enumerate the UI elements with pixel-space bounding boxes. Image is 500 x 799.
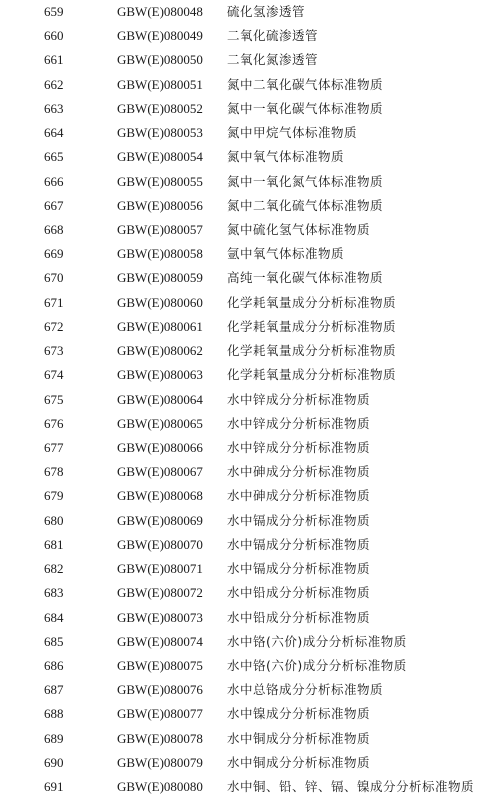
- standard-code: GBW(E)080064: [117, 391, 203, 407]
- table-row: [0, 533, 500, 557]
- row-number: 670: [44, 270, 64, 286]
- substance-name: 化学耗氧量成分分析标准物质: [227, 294, 397, 310]
- table-row: [0, 775, 500, 799]
- substance-name: 氩中氧气体标准物质: [227, 246, 345, 262]
- table-row: [0, 509, 500, 533]
- standard-code: GBW(E)080066: [117, 439, 203, 455]
- row-number: 683: [44, 585, 64, 601]
- standard-code: GBW(E)080074: [117, 633, 203, 649]
- row-number: 659: [44, 4, 64, 19]
- standard-code: GBW(E)080060: [117, 294, 203, 310]
- table-row: [0, 194, 500, 218]
- substance-name: 化学耗氧量成分分析标准物质: [227, 367, 397, 383]
- table-row: [0, 145, 500, 169]
- table-row: [0, 266, 500, 290]
- row-number: 665: [44, 149, 64, 165]
- row-number: 663: [44, 100, 64, 116]
- substance-name: 水中镉成分分析标准物质: [227, 512, 371, 528]
- standard-code: GBW(E)080068: [117, 488, 203, 504]
- substance-name: 水中铜成分分析标准物质: [227, 730, 371, 746]
- row-number: 672: [44, 318, 64, 334]
- standard-code: GBW(E)080075: [117, 657, 203, 673]
- row-number: 669: [44, 246, 64, 262]
- row-number: 687: [44, 682, 64, 698]
- row-number: 674: [44, 367, 64, 383]
- substance-name: 水中铅成分分析标准物质: [227, 609, 371, 625]
- table-row: [0, 678, 500, 702]
- standard-code: GBW(E)080048: [117, 4, 203, 19]
- substance-name: 水中锌成分分析标准物质: [227, 415, 371, 431]
- table-row: [0, 242, 500, 266]
- substance-name: 化学耗氧量成分分析标准物质: [227, 343, 397, 359]
- standard-code: GBW(E)080071: [117, 561, 203, 577]
- row-number: 668: [44, 221, 64, 237]
- standard-code: GBW(E)080080: [117, 779, 203, 795]
- row-number: 666: [44, 173, 64, 189]
- table-row: [0, 606, 500, 630]
- row-number: 686: [44, 657, 64, 673]
- substance-name: 水中砷成分分析标准物质: [227, 464, 371, 480]
- standard-code: GBW(E)080078: [117, 730, 203, 746]
- substance-name: 水中铅成分分析标准物质: [227, 585, 371, 601]
- table-row: [0, 460, 500, 484]
- table-row: [0, 388, 500, 412]
- substance-name: 氮中二氧化碳气体标准物质: [227, 76, 384, 92]
- row-number: 679: [44, 488, 64, 504]
- row-number: 673: [44, 343, 64, 359]
- substance-name: 氮中甲烷气体标准物质: [227, 125, 358, 141]
- standard-code: GBW(E)080057: [117, 221, 203, 237]
- table-row: [0, 363, 500, 387]
- row-number: 661: [44, 52, 64, 68]
- row-number: 675: [44, 391, 64, 407]
- table-row: [0, 339, 500, 363]
- table-row: [0, 97, 500, 121]
- table-row: [0, 751, 500, 775]
- table-row: [0, 218, 500, 242]
- standard-code: GBW(E)080077: [117, 706, 203, 722]
- table-row: [0, 484, 500, 508]
- row-number: 681: [44, 536, 64, 552]
- standard-code: GBW(E)080063: [117, 367, 203, 383]
- standard-code: GBW(E)080069: [117, 512, 203, 528]
- row-number: 680: [44, 512, 64, 528]
- substance-name: 硫化氢渗透管: [227, 4, 306, 19]
- standard-code: GBW(E)080065: [117, 415, 203, 431]
- substance-name: 二氧化氮渗透管: [227, 52, 319, 68]
- table-row: [0, 170, 500, 194]
- substance-name: 氮中二氧化硫气体标准物质: [227, 197, 384, 213]
- substance-name: 水中镉成分分析标准物质: [227, 536, 371, 552]
- substance-name: 水中铜、铅、锌、镉、镍成分分析标准物质: [227, 779, 475, 795]
- substance-name: 氮中一氧化氮气体标准物质: [227, 173, 384, 189]
- table-row: [0, 412, 500, 436]
- row-number: 664: [44, 125, 64, 141]
- standard-code: GBW(E)080070: [117, 536, 203, 552]
- substance-name: 水中锌成分分析标准物质: [227, 439, 371, 455]
- table-row: [0, 73, 500, 97]
- row-number: 689: [44, 730, 64, 746]
- standard-code: GBW(E)080051: [117, 76, 203, 92]
- table-row: [0, 581, 500, 605]
- row-number: 677: [44, 439, 64, 455]
- standard-code: GBW(E)080049: [117, 28, 203, 44]
- table-row: [0, 557, 500, 581]
- row-number: 691: [44, 779, 64, 795]
- table-row: [0, 315, 500, 339]
- substance-name: 氮中氧气体标准物质: [227, 149, 345, 165]
- row-number: 684: [44, 609, 64, 625]
- table-row: [0, 121, 500, 145]
- standard-code: GBW(E)080076: [117, 682, 203, 698]
- row-number: 660: [44, 28, 64, 44]
- standard-code: GBW(E)080050: [117, 52, 203, 68]
- row-number: 688: [44, 706, 64, 722]
- standard-code: GBW(E)080061: [117, 318, 203, 334]
- row-number: 662: [44, 76, 64, 92]
- substance-name: 氮中一氧化碳气体标准物质: [227, 100, 384, 116]
- substance-name: 水中总铬成分分析标准物质: [227, 682, 384, 698]
- row-number: 676: [44, 415, 64, 431]
- standard-code: GBW(E)080062: [117, 343, 203, 359]
- substance-name: 水中镍成分分析标准物质: [227, 706, 371, 722]
- standard-code: GBW(E)080073: [117, 609, 203, 625]
- table-row: [0, 48, 500, 72]
- row-number: 667: [44, 197, 64, 213]
- substance-name: 水中铜成分分析标准物质: [227, 754, 371, 770]
- standard-code: GBW(E)080053: [117, 125, 203, 141]
- substance-name: 水中铬(六价)成分分析标准物质: [227, 633, 407, 649]
- standard-code: GBW(E)080058: [117, 246, 203, 262]
- substance-name: 二氧化硫渗透管: [227, 28, 319, 44]
- standard-code: GBW(E)080056: [117, 197, 203, 213]
- substance-name: 氮中硫化氢气体标准物质: [227, 221, 371, 237]
- table-row: [0, 630, 500, 654]
- substance-name: 水中锌成分分析标准物质: [227, 391, 371, 407]
- row-number: 685: [44, 633, 64, 649]
- table-row: [0, 0, 500, 24]
- substance-name: 化学耗氧量成分分析标准物质: [227, 318, 397, 334]
- standard-code: GBW(E)080054: [117, 149, 203, 165]
- table-row: [0, 291, 500, 315]
- standard-code: GBW(E)080059: [117, 270, 203, 286]
- substance-name: 高纯一氧化碳气体标准物质: [227, 270, 384, 286]
- table-row: [0, 702, 500, 726]
- standard-code: GBW(E)080079: [117, 754, 203, 770]
- row-number: 682: [44, 561, 64, 577]
- standard-code: GBW(E)080052: [117, 100, 203, 116]
- row-number: 690: [44, 754, 64, 770]
- row-number: 671: [44, 294, 64, 310]
- table-row: [0, 727, 500, 751]
- substance-name: 水中镉成分分析标准物质: [227, 561, 371, 577]
- standard-code: GBW(E)080055: [117, 173, 203, 189]
- substance-name: 水中砷成分分析标准物质: [227, 488, 371, 504]
- substance-name: 水中铬(六价)成分分析标准物质: [227, 657, 407, 673]
- table-row: [0, 436, 500, 460]
- standard-code: GBW(E)080072: [117, 585, 203, 601]
- row-number: 678: [44, 464, 64, 480]
- table-row: [0, 654, 500, 678]
- table-row: [0, 24, 500, 48]
- standard-code: GBW(E)080067: [117, 464, 203, 480]
